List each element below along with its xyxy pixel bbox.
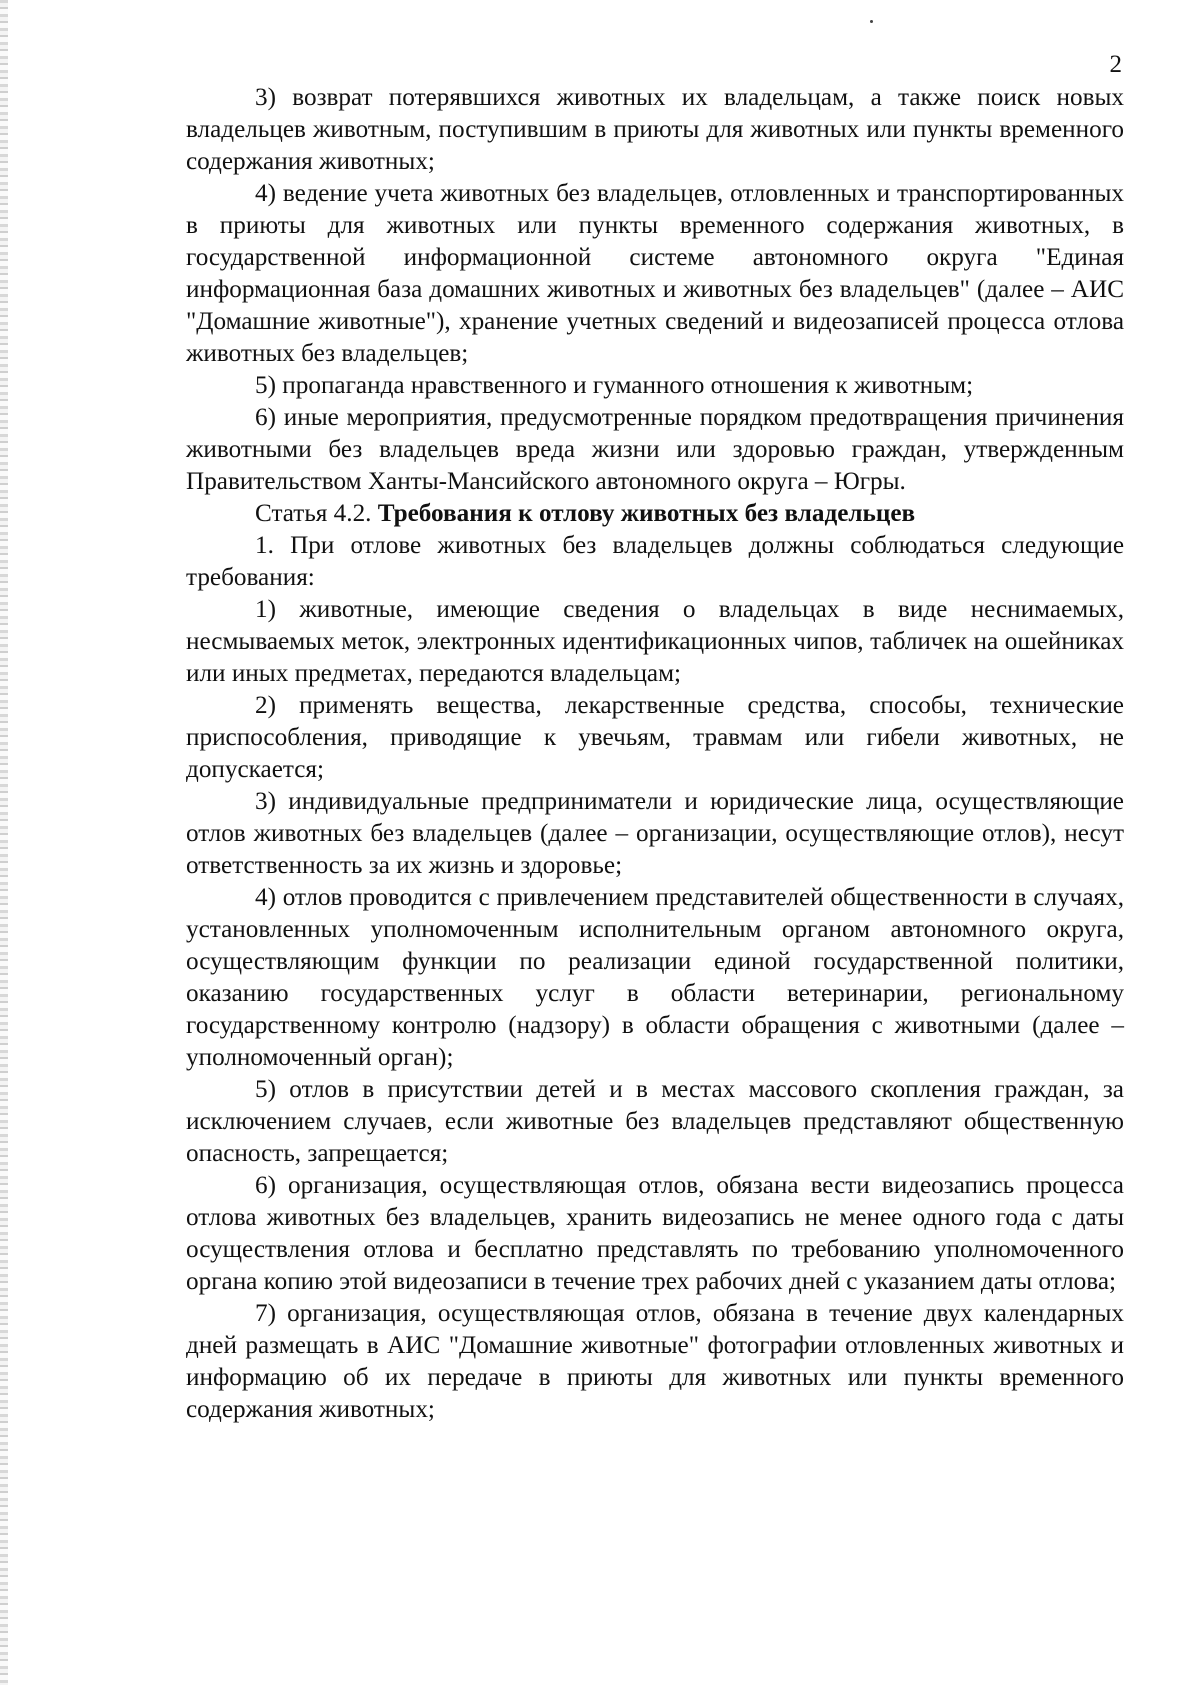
paragraph-item-6: 6) иные мероприятия, предусмотренные порядком предотвращения причинения животными без владельцев вреда жизни или здоровью граждан, утвержденным Правительством Ханты-Мансийского автономного округа – Югры. — [186, 404, 1124, 495]
scan-dot — [870, 20, 873, 23]
paragraph-requirement-6: 6) организация, осуществляющая отлов, обязана вести видеозапись процесса отлова животных без владельцев, хранить видеозапись не менее одного года с даты осуществления отлова и бесплатно представлять по требованию уполномоченного органа копию этой видеозаписи в течение трех рабочих дней с указанием даты отлова; — [186, 1172, 1124, 1295]
paragraph-item-4: 4) ведение учета животных без владельцев, отловленных и транспортированных в приюты для животных или пункты временного содержания животных, в государственной информационной системе автономного округа "Единая информационная база домашних животных и животных без владельцев" (далее – АИС "Домашние животные"), хранение учетных сведений и видеозаписей процесса отлова животных без владельцев; — [186, 180, 1124, 367]
paragraph-requirement-1: 1) животные, имеющие сведения о владельцах в виде неснимаемых, несмываемых меток, электронных идентификационных чипов, табличек на ошейниках или иных предметах, передаются владельцам; — [186, 596, 1124, 687]
paragraph-requirement-2: 2) применять вещества, лекарственные средства, способы, технические приспособления, приводящие к увечьям, травмам или гибели животных, не допускается; — [186, 692, 1124, 783]
article-number: Статья 4.2. — [255, 500, 372, 527]
paragraph-requirement-5: 5) отлов в присутствии детей и в местах массового скопления граждан, за исключением случаев, если животные без владельцев представляют общественную опасность, запрещается; — [186, 1076, 1124, 1167]
scan-edge — [0, 0, 8, 1685]
paragraph-item-5: 5) пропаганда нравственного и гуманного отношения к животным; — [255, 372, 974, 399]
document-body — [186, 82, 1124, 1426]
paragraph-requirement-4: 4) отлов проводится с привлечением представителей общественности в случаях, установленных уполномоченным исполнительным органом автономного округа, осуществляющим функции по реализации единой государственной политики, оказанию государственных услуг в области ветеринарии, региональному государственному контролю (надзору) в области обращения с животными (далее – уполномоченный орган); — [186, 884, 1124, 1071]
article-title: Требования к отлову животных без владельцев — [377, 500, 916, 527]
paragraph-item-3: 3) возврат потерявшихся животных их владельцам, а также поиск новых владельцев животным, поступившим в приюты для животных или пункты временного содержания животных; — [186, 84, 1124, 175]
article-heading — [186, 498, 1124, 530]
paragraph-clause-1: 1. При отлове животных без владельцев должны соблюдаться следующие требования: — [186, 532, 1124, 591]
paragraph-requirement-7: 7) организация, осуществляющая отлов, обязана в течение двух календарных дней размещать в АИС "Домашние животные" фотографии отловленных животных и информацию об их передаче в приюты для животных или пункты временного содержания животных; — [186, 1300, 1124, 1423]
paragraph-requirement-3: 3) индивидуальные предприниматели и юридические лица, осуществляющие отлов животных без владельцев (далее – организации, осуществляющие отлов), несут ответственность за их жизнь и здоровье; — [186, 788, 1124, 879]
page-number: 2 — [1109, 51, 1122, 78]
